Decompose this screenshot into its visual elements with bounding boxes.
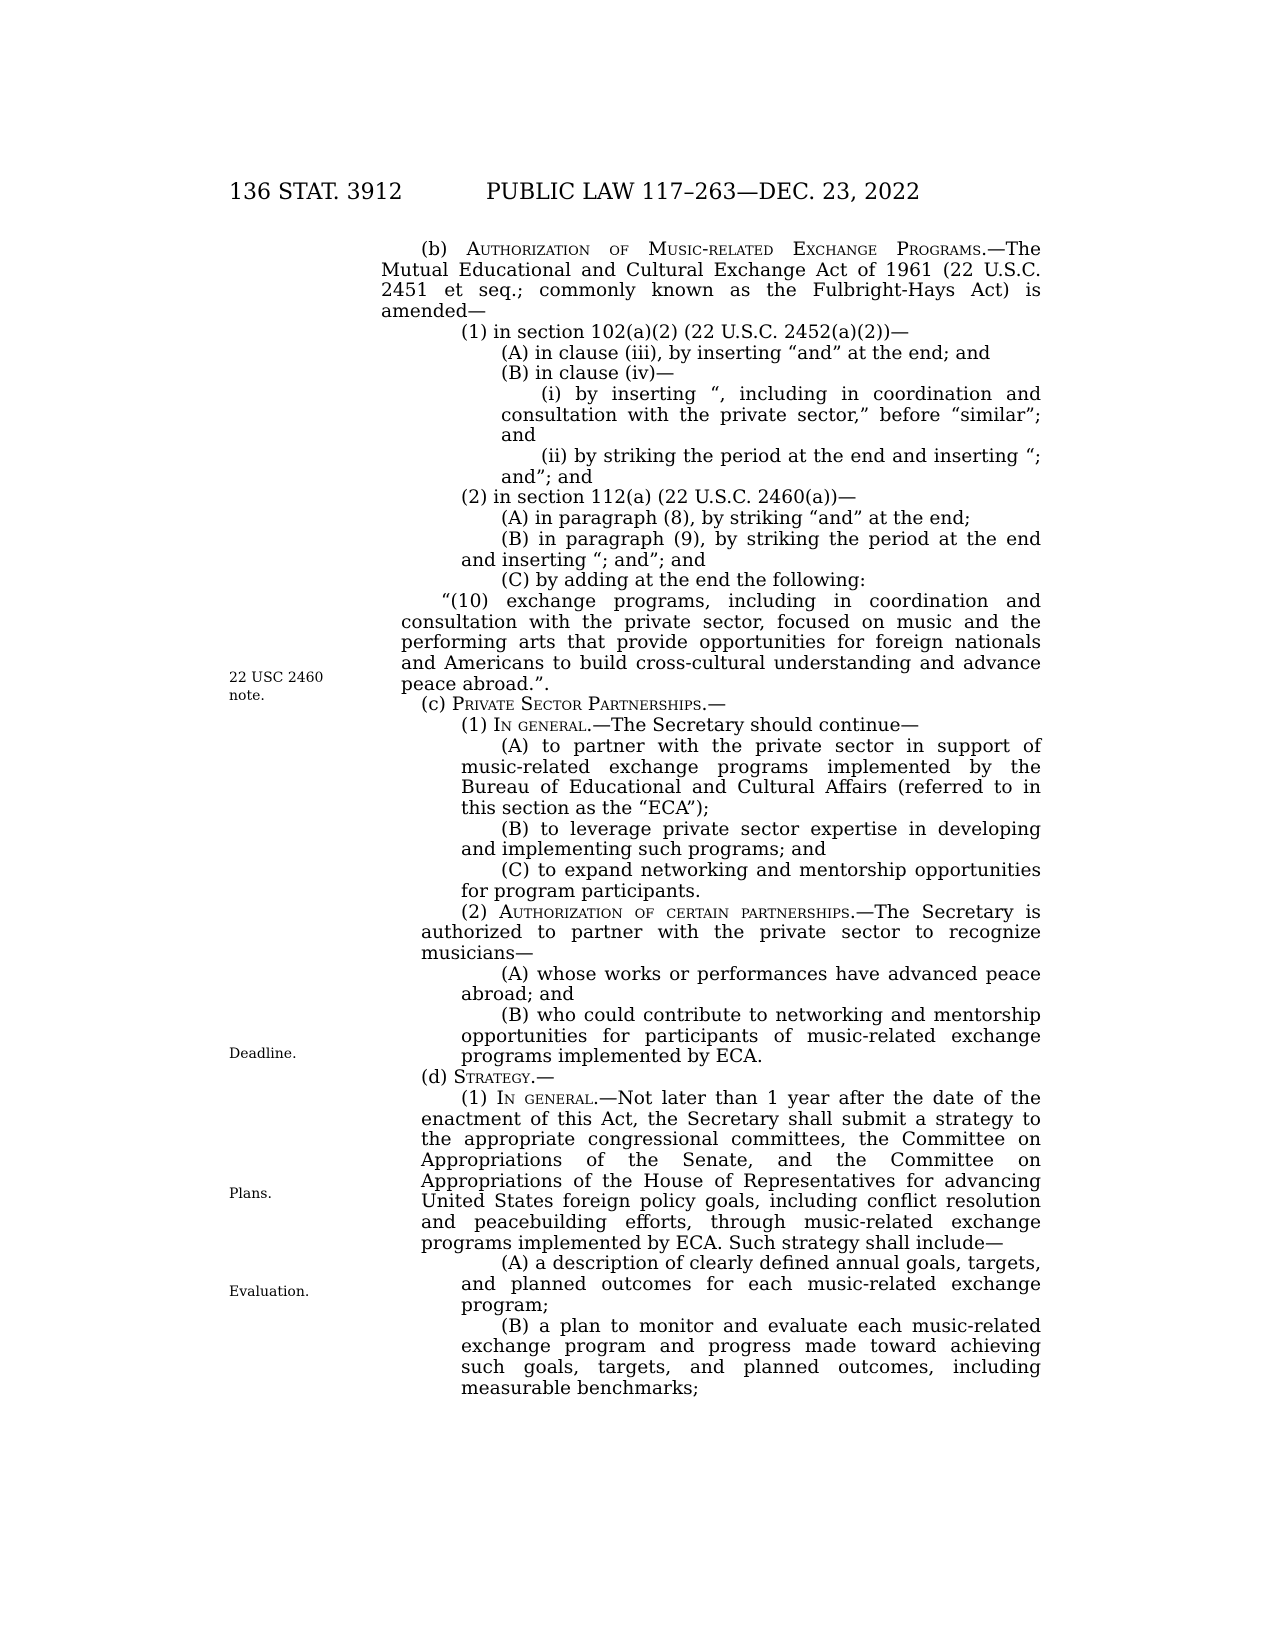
paragraph-text: —The Secretary should continue— <box>592 715 920 737</box>
paragraph-b2A: (A) in paragraph (8), by striking “and” at the end; <box>501 508 971 530</box>
margin-note-usc: 22 USC 2460 <box>229 670 324 686</box>
margin-note-evaluation: Evaluation. <box>229 1284 310 1300</box>
paragraph-text: —The Mutual Educational and Cultural Exchange Act of 1961 (22 U.S.C. 2451 et seq.; commonly known as the Fulbright-Hays Act) is amended— <box>381 239 1041 323</box>
paragraph-label: (1) <box>461 715 494 737</box>
paragraph-label: (c) <box>421 694 452 716</box>
paragraph-text: —Not later than 1 year after the date of the enactment of this Act, the Secretary shall submit a strategy to the appropriate congressional committees, the Committee on Appropriations of the Senate, and the Committee on Appropriations of the House of Representatives for advancing United States foreign policy goals, including conflict resolution and peacebuilding efforts, through music-related exchange programs implemented by ECA. Such strategy shall include— <box>421 1087 1041 1254</box>
paragraph-b2B: (B) in paragraph (9), by striking the period at the end and inserting “; and”; and <box>461 528 1041 571</box>
paragraph-c <box>381 695 1041 716</box>
paragraph-label: (b) <box>421 239 467 260</box>
paragraph-b1A: (A) in clause (iii), by inserting “and” at the end; and <box>501 342 991 364</box>
heading-dash: — <box>536 1067 555 1089</box>
paragraph-b1Bi: (i) by inserting “, including in coordination and consultation with the private sector,” before “similar”; and <box>501 383 1041 447</box>
subsection-heading: Authorization of certain partnerships. <box>499 901 856 923</box>
paragraph-b2C: (C) by adding at the end the following: <box>501 570 866 592</box>
paragraph-b <box>381 240 1041 323</box>
paragraph-b1: (1) in section 102(a)(2) (22 U.S.C. 2452(a)(2))— <box>461 321 910 343</box>
margin-note-usc-note: note. <box>229 688 265 704</box>
paragraph-d1B: (B) a plan to monitor and evaluate each music-related exchange program and progress made toward achieving such goals, targets, and planned outcomes, including measurable benchmarks; <box>461 1315 1041 1399</box>
paragraph-b1B: (B) in clause (iv)— <box>501 363 675 385</box>
paragraph-c2A: (A) whose works or performances have advanced peace abroad; and <box>461 963 1041 1006</box>
margin-note-plans: Plans. <box>229 1186 272 1202</box>
paragraph-c1B: (B) to leverage private sector expertise in developing and implementing such programs; and <box>461 818 1041 861</box>
paragraph-b2: (2) in section 112(a) (22 U.S.C. 2460(a))— <box>461 487 857 509</box>
section-heading: Authorization of Music-related Exchange Programs. <box>466 239 988 260</box>
public-law-header: PUBLIC LAW 117–263—DEC. 23, 2022 <box>486 180 921 205</box>
heading-dash: — <box>707 694 727 716</box>
paragraph-label: (2) <box>461 901 500 923</box>
section-heading: Private Sector Partnerships. <box>451 694 708 716</box>
paragraph-d1 <box>381 1089 1041 1255</box>
paragraph-c1A: (A) to partner with the private sector in support of music-related exchange programs implemented by the Bureau of Educational and Cultural Affairs (referred to in this section as the “ECA”); <box>461 735 1041 819</box>
statute-page-number: 136 STAT. 3912 <box>229 180 403 205</box>
body-text <box>381 240 1041 1399</box>
quoted-paragraph: “(10) exchange programs, including in coordination and consultation with the private sector, focused on music and the performing arts that provide opportunities for foreign nationals and Americans to build cross-cultural understanding and advance peace abroad.”. <box>401 590 1041 695</box>
paragraph-c1 <box>381 716 1041 737</box>
subsection-heading: In general. <box>493 715 593 737</box>
paragraph-c2B: (B) who could contribute to networking and mentorship opportunities for participants of music-related exchange programs implemented by ECA. <box>461 1005 1041 1068</box>
paragraph-label: (d) <box>421 1067 454 1089</box>
paragraph-b1Bii: (ii) by striking the period at the end and inserting “; and”; and <box>501 446 1041 488</box>
paragraph-label: (1) <box>461 1087 497 1109</box>
margin-note-deadline: Deadline. <box>229 1046 297 1062</box>
paragraph-d <box>381 1068 1041 1089</box>
paragraph-d1A: (A) a description of clearly defined annual goals, targets, and planned outcomes for each music-related exchange program; <box>461 1253 1041 1316</box>
section-heading: Strategy. <box>453 1067 537 1089</box>
paragraph-c1C: (C) to expand networking and mentorship opportunities for program participants. <box>461 860 1041 902</box>
subsection-heading: In general. <box>496 1087 599 1109</box>
paragraph-c2 <box>381 903 1041 965</box>
paragraph-text: —The Secretary is authorized to partner with the private sector to recognize musicians— <box>421 901 1041 964</box>
